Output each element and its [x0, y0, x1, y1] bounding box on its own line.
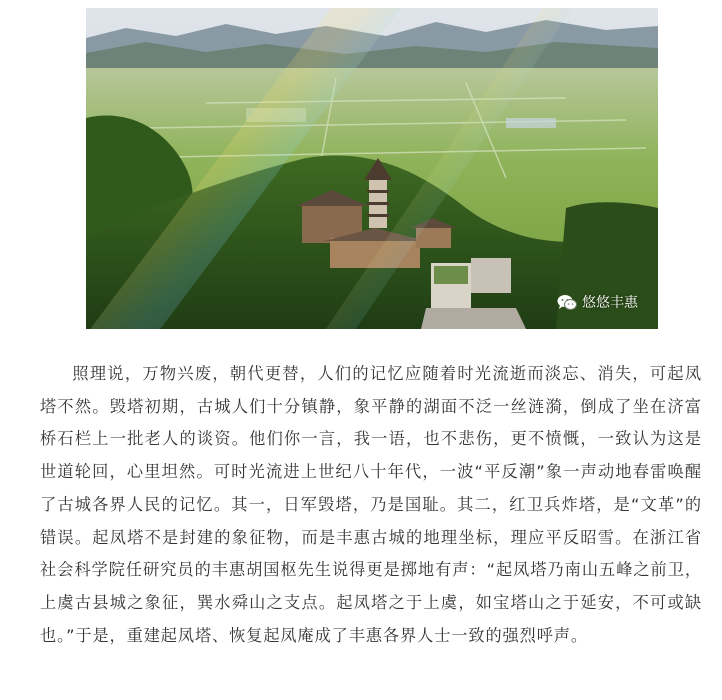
wechat-icon: [557, 294, 577, 311]
article-body: [40, 358, 702, 652]
watermark-text: 悠悠丰惠: [582, 295, 638, 311]
aerial-landscape-image: [86, 8, 658, 329]
aerial-photo: [86, 8, 658, 329]
watermark: [557, 292, 638, 312]
article-paragraph: 照理说，万物兴废，朝代更替，人们的记忆应随着时光流逝而淡忘、消失，可起凤塔不然。毁塔初期，古城人们十分镇静，象平静的湖面不泛一丝涟漪，倒成了坐在济富桥石栏上一批老人的谈资。他们你一言，我一语，也不悲伤，更不愤慨，一致认为这是世道轮回，心里坦然。可时光流进上世纪八十年代，一波“平反潮”象一声动地春雷唤醒了古城各界人民的记忆。其一，日军毁塔，乃是国耻。其二，红卫兵炸塔，是“文革”的错误。起凤塔不是封建的象征物，而是丰惠古城的地理坐标，理应平反昭雪。在浙江省社会科学院任研究员的丰惠胡国枢先生说得更是掷地有声：“起凤塔乃南山五峰之前卫，上虞古县城之象征，巽水舜山之支点。起凤塔之于上虞，如宝塔山之于延安，不可或缺也。”于是，重建起凤塔、恢复起凤庵成了丰惠各界人士一致的强烈呼声。: [40, 364, 702, 645]
